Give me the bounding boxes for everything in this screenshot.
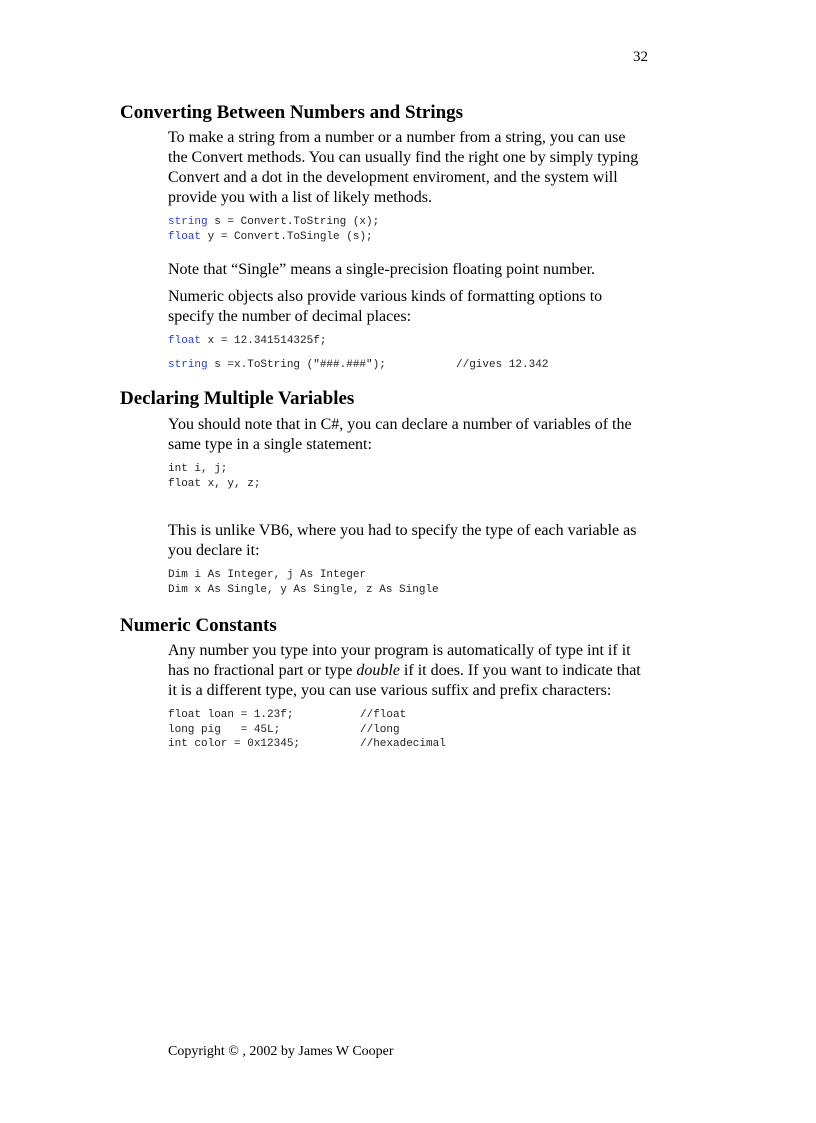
code-text: int color = 0x12345; bbox=[168, 738, 301, 750]
text-run: if it does. If you want to indicate that it is a different type, you can use various suffix and prefix characters: bbox=[168, 662, 641, 699]
code-text: long pig = 45L; bbox=[168, 723, 281, 736]
declare-code-block bbox=[168, 462, 260, 491]
code-line bbox=[168, 708, 648, 723]
copyright-footer: Copyright © , 2002 by James W Cooper bbox=[168, 1044, 394, 1059]
code-keyword: string bbox=[168, 216, 208, 228]
vb6-paragraph: This is unlike VB6, where you had to specify the type of each variable as you declare it: bbox=[168, 522, 637, 559]
numeric-constants-paragraph bbox=[168, 641, 648, 701]
code-keyword: string bbox=[168, 359, 208, 371]
code-text: x = 12.341514325f; bbox=[201, 335, 327, 347]
code-text: s =x.ToString ("###.###"); bbox=[207, 359, 386, 371]
code-line bbox=[168, 215, 379, 230]
constants-code-block bbox=[168, 708, 648, 752]
code-line bbox=[168, 358, 648, 373]
code-line: Dim i As Integer, j As Integer bbox=[168, 569, 367, 581]
converting-intro-paragraph: To make a string from a number or a number from a string, you can use the Convert methods. You can usually find the right one by simply typing Convert and a dot in the development enviroment, and the system will provide you with a list of likely methods. bbox=[168, 129, 639, 206]
code-line bbox=[168, 723, 648, 738]
code-line: int i, j; bbox=[168, 463, 228, 475]
single-note-paragraph: Note that “Single” means a single-precision floating point number. bbox=[168, 261, 596, 278]
code-keyword: float bbox=[168, 335, 202, 347]
page-number: 32 bbox=[633, 49, 648, 65]
code-keyword: float bbox=[168, 230, 202, 243]
code-line bbox=[168, 737, 648, 752]
code-line bbox=[168, 230, 379, 245]
float-x-code bbox=[168, 334, 326, 349]
formatting-paragraph: Numeric objects also provide various kinds of formatting options to specify the number of decimal places: bbox=[168, 288, 603, 325]
text-run: Any number you type into your program is automatically of type int if it has no fractional part or type bbox=[168, 642, 631, 679]
section-heading-converting: Converting Between Numbers and Strings bbox=[120, 102, 464, 123]
emphasis-double: double bbox=[356, 662, 400, 679]
code-line: float x, y, z; bbox=[168, 477, 261, 490]
code-line bbox=[168, 334, 326, 349]
declaring-intro-paragraph: You should note that in C#, you can declare a number of variables of the same type in a single statement: bbox=[168, 416, 632, 453]
code-comment: //gives 12.342 bbox=[456, 359, 549, 371]
code-text: s = Convert.ToString (x); bbox=[207, 216, 380, 228]
code-text: y = Convert.ToSingle (s); bbox=[201, 230, 373, 243]
tostring-code bbox=[168, 358, 648, 373]
section-heading-declaring: Declaring Multiple Variables bbox=[120, 388, 355, 409]
vb6-code-block bbox=[168, 568, 439, 597]
code-comment: //long bbox=[360, 723, 400, 736]
code-comment: //hexadecimal bbox=[360, 738, 446, 750]
section-heading-numeric-constants: Numeric Constants bbox=[120, 615, 277, 636]
convert-code-block bbox=[168, 215, 379, 244]
code-comment: //float bbox=[360, 709, 407, 721]
code-text: float loan = 1.23f; bbox=[168, 709, 294, 721]
code-line: Dim x As Single, y As Single, z As Single bbox=[168, 583, 439, 596]
